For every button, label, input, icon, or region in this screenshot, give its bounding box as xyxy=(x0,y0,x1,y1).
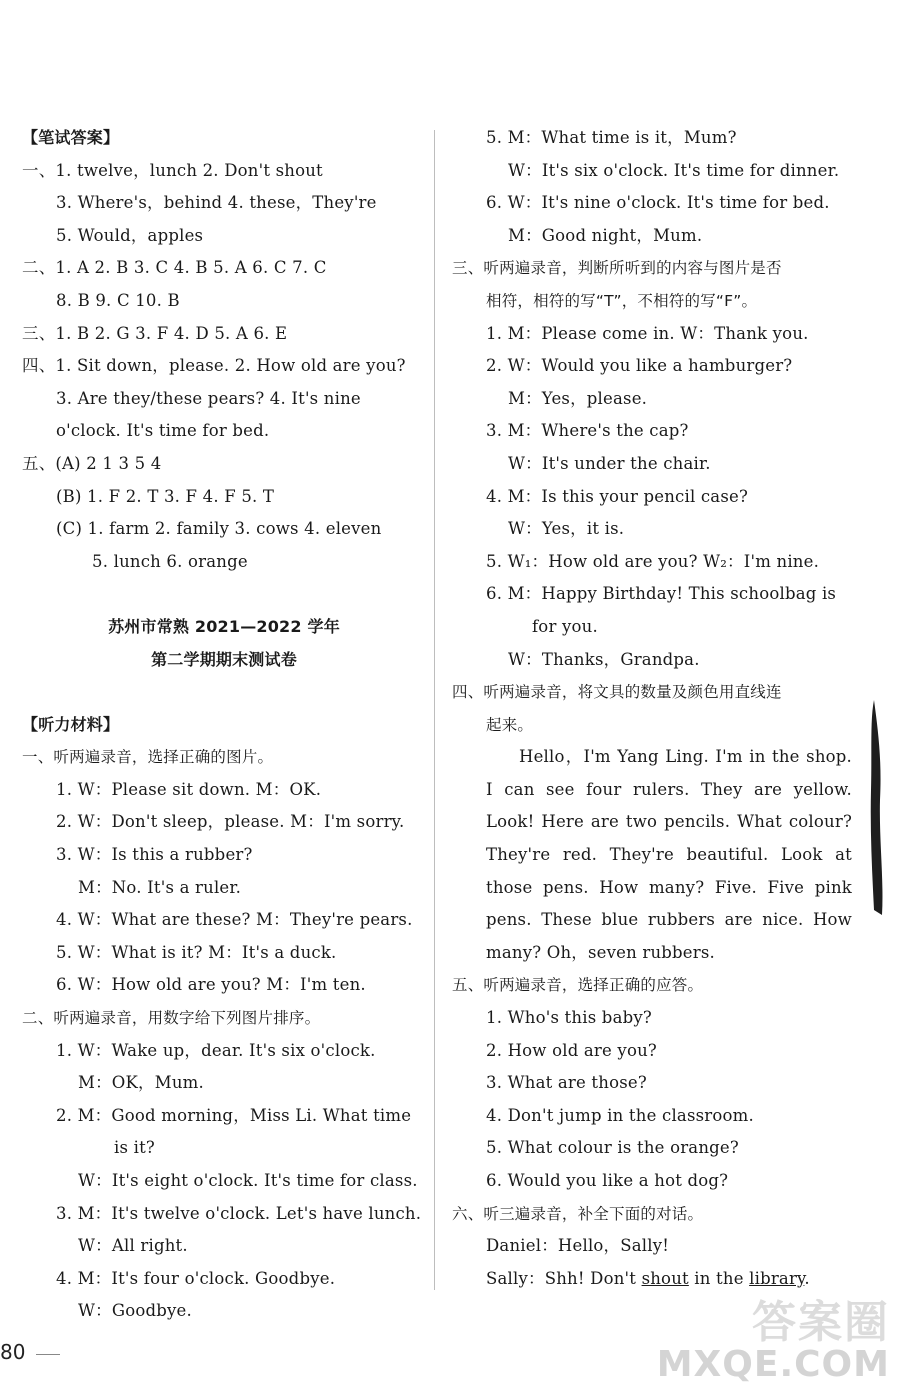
text-line: 1. M：Please come in. W：Thank you. xyxy=(486,323,809,343)
watermark-url: MXQE.COM xyxy=(656,1344,890,1385)
text-line: M：OK，Mum. xyxy=(78,1073,204,1093)
column-divider xyxy=(434,130,435,1290)
text-line: W：Goodbye. xyxy=(78,1301,192,1321)
text-line: 【听力材料】 xyxy=(22,714,120,734)
text-line: 4. Don't jump in the classroom. xyxy=(486,1105,754,1125)
right-column xyxy=(452,122,852,1295)
text-line: o'clock. It's time for bed. xyxy=(56,421,270,441)
text-line: 5. M：What time is it，Mum? xyxy=(486,128,737,147)
text-line: W：Thanks，Grandpa. xyxy=(508,649,700,669)
text-line: 1. W：Wake up，dear. It's six o'clock. xyxy=(56,1040,376,1060)
text-line: 2. W：Would you like a hamburger? xyxy=(486,356,793,376)
text-line: 1. Who's this baby? xyxy=(486,1008,652,1028)
watermark xyxy=(656,1297,890,1385)
text-line: 5. lunch 6. orange xyxy=(92,551,248,571)
text-line: M：Good night，Mum. xyxy=(508,225,703,245)
text-line: Daniel：Hello，Sally! xyxy=(486,1236,670,1256)
text-line: W：It's eight o'clock. It's time for class. xyxy=(78,1171,418,1190)
text-line: 5. Would，apples xyxy=(56,225,204,245)
text-line: 三、1. B 2. G 3. F 4. D 5. A 6. E xyxy=(22,323,288,343)
text-line: 5. W₁：How old are you? W₂：I'm nine. xyxy=(486,551,820,571)
text-line: (C) 1. farm 2. family 3. cows 4. eleven xyxy=(56,519,382,539)
text-line: 3. W：Is this a rubber? xyxy=(56,845,253,865)
text-line: W：Yes，it is. xyxy=(508,519,625,539)
listening-paragraph: Hello，I'm Yang Ling. I'm in the shop. I can see four rulers. They are yellow. Look! Here are two pencils. What colour? They're red. They're beautiful. Look at those pens. How many? Five. Five pink pens. These blue rubbers are nice. How many? Oh，seven rubbers. xyxy=(486,747,852,962)
text-line: (B) 1. F 2. T 3. F 4. F 5. T xyxy=(56,486,275,506)
text-line: 2. M：Good morning，Miss Li. What time xyxy=(56,1105,412,1125)
text-line: 起来。 xyxy=(486,715,534,734)
text-line: 第二学期期末测试卷 xyxy=(151,649,297,669)
text-line: 四、听两遍录音，将文具的数量及颜色用直线连 xyxy=(452,683,782,702)
underlined-answer-library: library xyxy=(749,1268,805,1288)
underlined-answer-shout: shout xyxy=(641,1268,689,1288)
text-line: 3. Are they/these pears? 4. It's nine xyxy=(56,388,361,408)
text-line: 相符，相符的写“T”，不相符的写“F”。 xyxy=(486,291,758,310)
text-line: 一、1. twelve，lunch 2. Don't shout xyxy=(22,160,323,180)
page-number: 80 xyxy=(0,1340,26,1364)
text-line: 一、听两遍录音，选择正确的图片。 xyxy=(22,748,274,767)
text-line xyxy=(22,676,426,709)
text-line: 苏州市常熟 2021—2022 学年 xyxy=(108,616,340,636)
left-column xyxy=(22,122,426,1328)
text-line: 3. M：It's twelve o'clock. Let's have lunch. xyxy=(56,1203,422,1223)
text-line: 6. Would you like a hot dog? xyxy=(486,1171,729,1190)
text-line: 3. M：Where's the cap? xyxy=(486,421,689,441)
text-line: 6. M：Happy Birthday! This schoolbag is xyxy=(486,584,837,604)
text-line: 2. W：Don't sleep，please. M：I'm sorry. xyxy=(56,812,405,832)
text-line: M：Yes，please. xyxy=(508,388,648,408)
text-line: 8. B 9. C 10. B xyxy=(56,290,180,310)
text-line: 二、1. A 2. B 3. C 4. B 5. A 6. C 7. C xyxy=(22,258,327,278)
text-line: 4. M：Is this your pencil case? xyxy=(486,486,749,506)
text-line: W：All right. xyxy=(78,1236,188,1256)
text-line: 四、1. Sit down，please. 2. How old are you? xyxy=(22,356,406,376)
dialogue-line-sally: Sally：Shh! Don't shout in the library. xyxy=(486,1268,810,1288)
text-line: is it? xyxy=(114,1138,155,1158)
text-line: 6. W：It's nine o'clock. It's time for bed. xyxy=(486,193,830,213)
text-line: W：It's six o'clock. It's time for dinner. xyxy=(508,160,840,180)
text-line: 【笔试答案】 xyxy=(22,128,120,147)
text-line: 三、听两遍录音，判断所听到的内容与图片是否 xyxy=(452,259,782,278)
text-line: 3. What are those? xyxy=(486,1073,647,1093)
text-line: 4. M：It's four o'clock. Goodbye. xyxy=(56,1268,336,1288)
binding-edge-mark xyxy=(868,700,886,915)
text-line: 4. W：What are these? M：They're pears. xyxy=(56,910,413,930)
text-line: 3. Where's，behind 4. these，They're xyxy=(56,193,377,213)
text-line: 五、(A) 2 1 3 5 4 xyxy=(22,453,162,473)
text-line: for you. xyxy=(532,616,598,636)
watermark-logo-text: 答案圈 xyxy=(752,1297,890,1348)
text-line: 2. How old are you? xyxy=(486,1040,657,1060)
text-line: 五、听两遍录音，选择正确的应答。 xyxy=(452,976,704,995)
text-line: 六、听三遍录音，补全下面的对话。 xyxy=(452,1204,704,1223)
text-line: 6. W：How old are you? M：I'm ten. xyxy=(56,975,366,995)
text-line: M：No. It's a ruler. xyxy=(78,877,242,897)
text-line: 1. W：Please sit down. M：OK. xyxy=(56,779,322,799)
text-line xyxy=(22,578,426,611)
page-number-dash xyxy=(36,1354,60,1355)
text-line: 5. What colour is the orange? xyxy=(486,1138,739,1158)
text-line: W：It's under the chair. xyxy=(508,453,711,473)
text-line: 二、听两遍录音，用数字给下列图片排序。 xyxy=(22,1009,321,1028)
text-line: 5. W：What is it? M：It's a duck. xyxy=(56,942,337,962)
